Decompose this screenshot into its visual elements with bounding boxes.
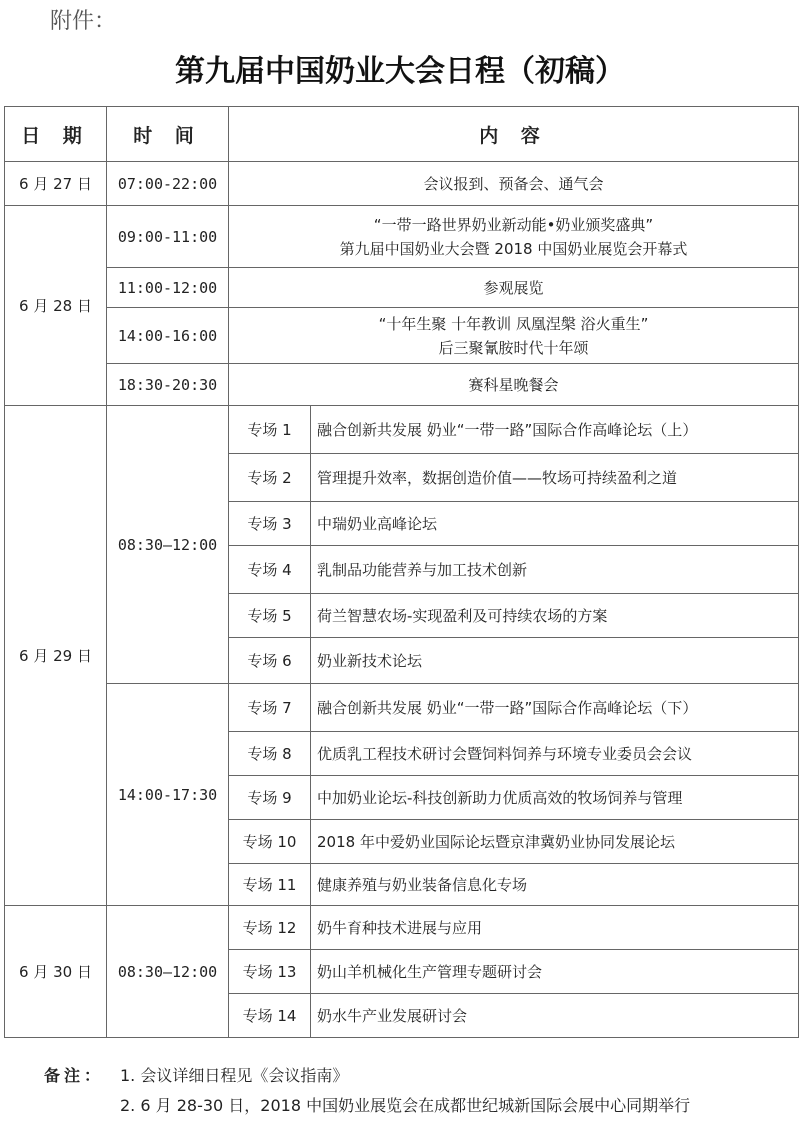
table-row bbox=[5, 268, 799, 308]
time-cell: 08:30—12:00 bbox=[107, 406, 229, 684]
date-cell: 6 月 27 日 bbox=[5, 162, 107, 206]
session-label: 专场 8 bbox=[229, 732, 311, 776]
session-topic: 荷兰智慧农场-实现盈利及可持续农场的方案 bbox=[311, 594, 799, 638]
session-topic: 健康养殖与奶业装备信息化专场 bbox=[311, 864, 799, 906]
table-row bbox=[5, 406, 799, 454]
page-title: 第九届中国奶业大会日程（初稿） bbox=[175, 54, 625, 89]
content-cell bbox=[229, 206, 799, 268]
session-label: 专场 5 bbox=[229, 594, 311, 638]
session-topic: 管理提升效率，数据创造价值——牧场可持续盈利之道 bbox=[311, 454, 799, 502]
session-topic: 乳制品功能营养与加工技术创新 bbox=[311, 546, 799, 594]
time-cell: 08:30—12:00 bbox=[107, 906, 229, 1038]
content-cell: 会议报到、预备会、通气会 bbox=[229, 162, 799, 206]
date-cell: 6 月 30 日 bbox=[5, 906, 107, 1038]
session-topic: 奶山羊机械化生产管理专题研讨会 bbox=[311, 950, 799, 994]
table-row bbox=[5, 308, 799, 364]
table-row bbox=[5, 906, 799, 950]
table-row bbox=[5, 162, 799, 206]
table-row bbox=[5, 206, 799, 268]
header-date: 日 期 bbox=[5, 107, 107, 162]
session-topic: 奶牛育种技术进展与应用 bbox=[311, 906, 799, 950]
session-topic: 奶业新技术论坛 bbox=[311, 638, 799, 684]
content-line: 参观展览 bbox=[483, 278, 544, 297]
header-content: 内 容 bbox=[229, 107, 799, 162]
session-label: 专场 6 bbox=[229, 638, 311, 684]
session-topic: 2018 年中爱奶业国际论坛暨京津冀奶业协同发展论坛 bbox=[311, 820, 799, 864]
date-cell: 6 月 29 日 bbox=[5, 406, 107, 906]
header-time: 时 间 bbox=[107, 107, 229, 162]
content-line: 第九届中国奶业大会暨 2018 中国奶业展览会开幕式 bbox=[339, 239, 688, 258]
time-cell: 14:00-16:00 bbox=[107, 308, 229, 364]
session-label: 专场 4 bbox=[229, 546, 311, 594]
table-row bbox=[5, 364, 799, 406]
header-row bbox=[5, 107, 799, 162]
note-item: 2. 6 月 28-30 日，2018 中国奶业展览会在成都世纪城新国际会展中心同期举行 bbox=[120, 1096, 691, 1115]
content-cell bbox=[229, 268, 799, 308]
session-topic: 融合创新共发展 奶业“一带一路”国际合作高峰论坛（上） bbox=[311, 406, 799, 454]
session-label: 专场 9 bbox=[229, 776, 311, 820]
session-label: 专场 13 bbox=[229, 950, 311, 994]
session-label: 专场 10 bbox=[229, 820, 311, 864]
content-line: “一带一路世界奶业新动能•奶业颁奖盛典” bbox=[373, 215, 654, 234]
content-line: “十年生聚 十年教训 凤凰涅槃 浴火重生” bbox=[378, 314, 649, 333]
content-line: 后三聚氰胺时代十年颂 bbox=[438, 338, 589, 357]
time-cell: 18:30-20:30 bbox=[107, 364, 229, 406]
time-cell: 07:00-22:00 bbox=[107, 162, 229, 206]
session-topic: 中加奶业论坛-科技创新助力优质高效的牧场饲养与管理 bbox=[311, 776, 799, 820]
session-label: 专场 11 bbox=[229, 864, 311, 906]
session-topic: 融合创新共发展 奶业“一带一路”国际合作高峰论坛（下） bbox=[311, 684, 799, 732]
date-cell: 6 月 28 日 bbox=[5, 206, 107, 406]
content-cell bbox=[229, 308, 799, 364]
schedule-table bbox=[4, 106, 799, 1038]
time-cell: 11:00-12:00 bbox=[107, 268, 229, 308]
session-label: 专场 2 bbox=[229, 454, 311, 502]
session-topic: 奶水牛产业发展研讨会 bbox=[311, 994, 799, 1038]
attachment-label: 附件： bbox=[50, 9, 117, 34]
session-label: 专场 3 bbox=[229, 502, 311, 546]
session-label: 专场 1 bbox=[229, 406, 311, 454]
table-row bbox=[5, 684, 799, 732]
notes-label: 备注： bbox=[44, 1066, 105, 1085]
time-cell: 09:00-11:00 bbox=[107, 206, 229, 268]
session-topic: 中瑞奶业高峰论坛 bbox=[311, 502, 799, 546]
session-label: 专场 12 bbox=[229, 906, 311, 950]
content-cell bbox=[229, 364, 799, 406]
time-cell: 14:00-17:30 bbox=[107, 684, 229, 906]
note-item: 1. 会议详细日程见《会议指南》 bbox=[120, 1066, 349, 1085]
session-label: 专场 14 bbox=[229, 994, 311, 1038]
session-label: 专场 7 bbox=[229, 684, 311, 732]
session-topic: 优质乳工程技术研讨会暨饲料饲养与环境专业委员会会议 bbox=[311, 732, 799, 776]
content-line: 赛科星晚餐会 bbox=[468, 375, 559, 394]
